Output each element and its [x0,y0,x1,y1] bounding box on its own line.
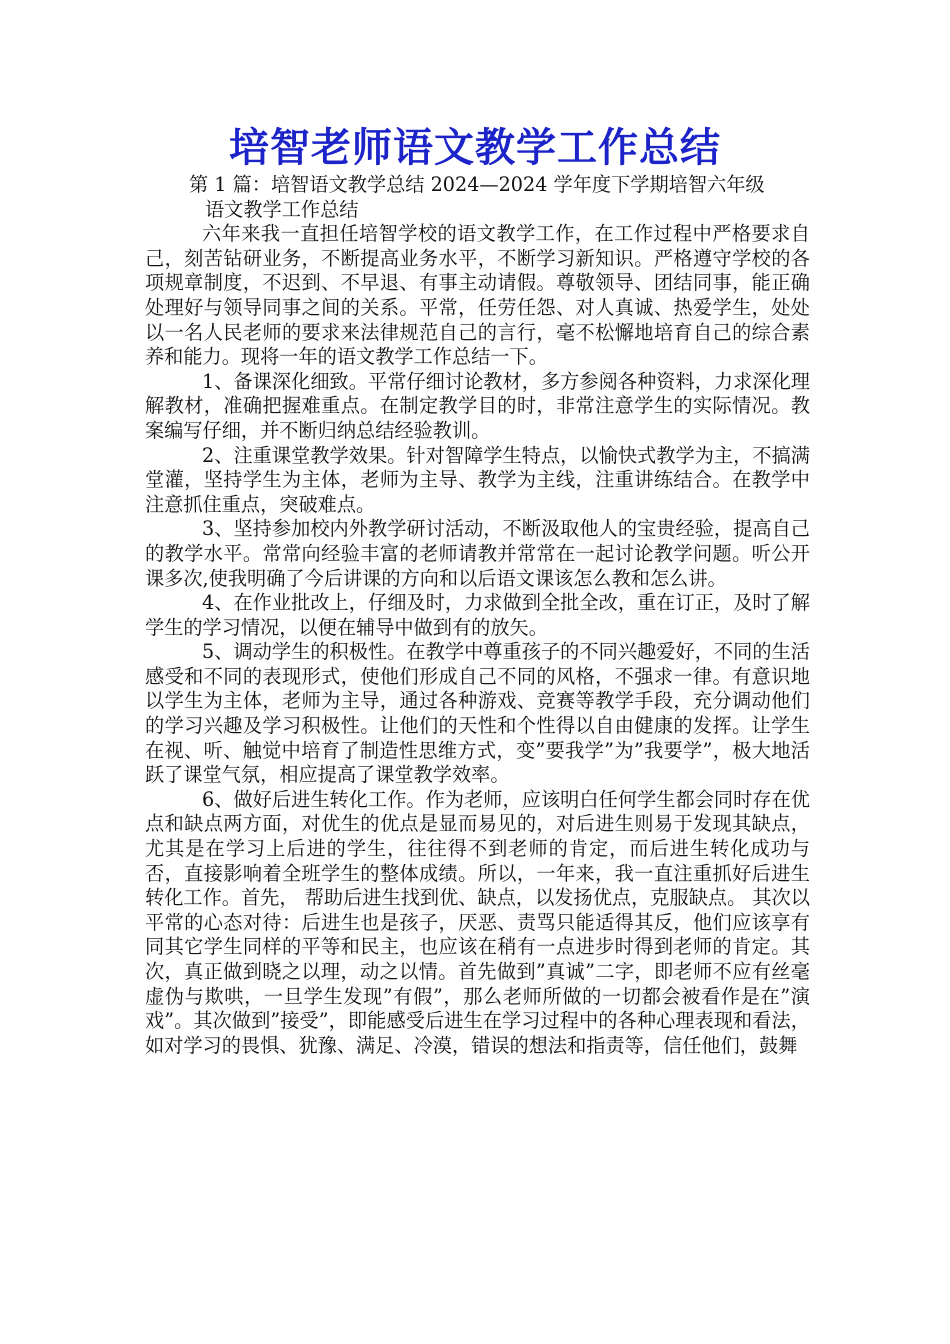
paragraph-item-3: 3、坚持参加校内外教学研讨活动，不断汲取他人的宝贵经验，提高自己的教学水平。常常向经验丰富的老师请教并常常在一起讨论教学问题。听公开课多次,使我明确了今后讲课的方向和以后语文课该怎么教和怎么讲。 [145,517,810,590]
subtitle-line: 第 1 篇：培智语文教学总结 2024—2024 学年度下学期培智六年级 [189,173,765,196]
document-body [145,173,810,1058]
document-title: 培智老师语文教学工作总结 [229,124,721,171]
paragraph-item-4: 4、在作业批改上，仔细及时，力求做到全批全改，重在订正，及时了解学生的学习情况，以便在辅导中做到有的放矢。 [145,591,810,639]
intro-paragraph: 六年来我一直担任培智学校的语文教学工作，在工作过程中严格要求自己，刻苦钻研业务，不断提高业务水平，不断学习新知识。严格遵守学校的各项规章制度，不迟到、不早退、有事主动请假。尊敬领导、团结同事，能正确处理好与领导同事之间的关系。平常，任劳任怨、对人真诚、热爱学生，处处以一名人民老师的要求来法律规范自己的言行，毫不松懈地培育自己的综合素养和能力。现将一年的语文教学工作总结一下。 [145,222,810,369]
paragraph-item-5: 5、调动学生的积极性。在教学中尊重孩子的不同兴趣爱好，不同的生活感受和不同的表现形式，使他们形成自己不同的风格，不强求一律。有意识地以学生为主体，老师为主导，通过各种游戏、竞赛等教学手段，充分调动他们的学习兴趣及学习积极性。让他们的天性和个性得以自由健康的发挥。让学生在视、听、触觉中培育了制造性思维方式，变”要我学”为”我要学”，极大地活跃了课堂气氛，相应提高了课堂教学效率。 [145,640,810,787]
paragraph-item-6: 6、做好后进生转化工作。作为老师，应该明白任何学生都会同时存在优点和缺点两方面，对优生的优点是显而易见的，对后进生则易于发现其缺点，尤其是在学习上后进的学生，往往得不到老师的肯定，而后进生转化成功与否，直接影响着全班学生的整体成绩。所以，一年来，我一直注重抓好后进生转化工作。首先， 帮助后进生找到优、缺点，以发扬优点，克服缺点。 其次以平常的心态对待：后进生也是孩子，厌恶、责骂只能适得其反，他们应该享有同其它学生同样的平等和民主，也应该在稍有一点进步时得到老师的肯定。其次，真正做到晓之以理，动之以情。首先做到”真诚”二字，即老师不应有丝毫虚伪与欺哄，一旦学生发现”有假”，那么老师所做的一切都会被看作是在”演戏”。其次做到”接受”，即能感受后进生在学习过程中的各种心理表现和看法，如对学习的畏惧、犹豫、满足、冷漠，错误的想法和指责等，信任他们，鼓舞 [145,787,810,1057]
paragraph-item-1: 1、备课深化细致。平常仔细讨论教材，多方参阅各种资料，力求深化理解教材，准确把握难重点。在制定教学目的时，非常注意学生的实际情况。教案编写仔细，并不断归纳总结经验教训。 [145,369,810,442]
section-heading: 语文教学工作总结 [205,197,359,221]
paragraph-item-2: 2、注重课堂教学效果。针对智障学生特点，以愉快式教学为主，不搞满堂灌，坚持学生为主体，老师为主导、教学为主线，注重讲练结合。在教学中注意抓住重点，突破难点。 [145,443,810,516]
